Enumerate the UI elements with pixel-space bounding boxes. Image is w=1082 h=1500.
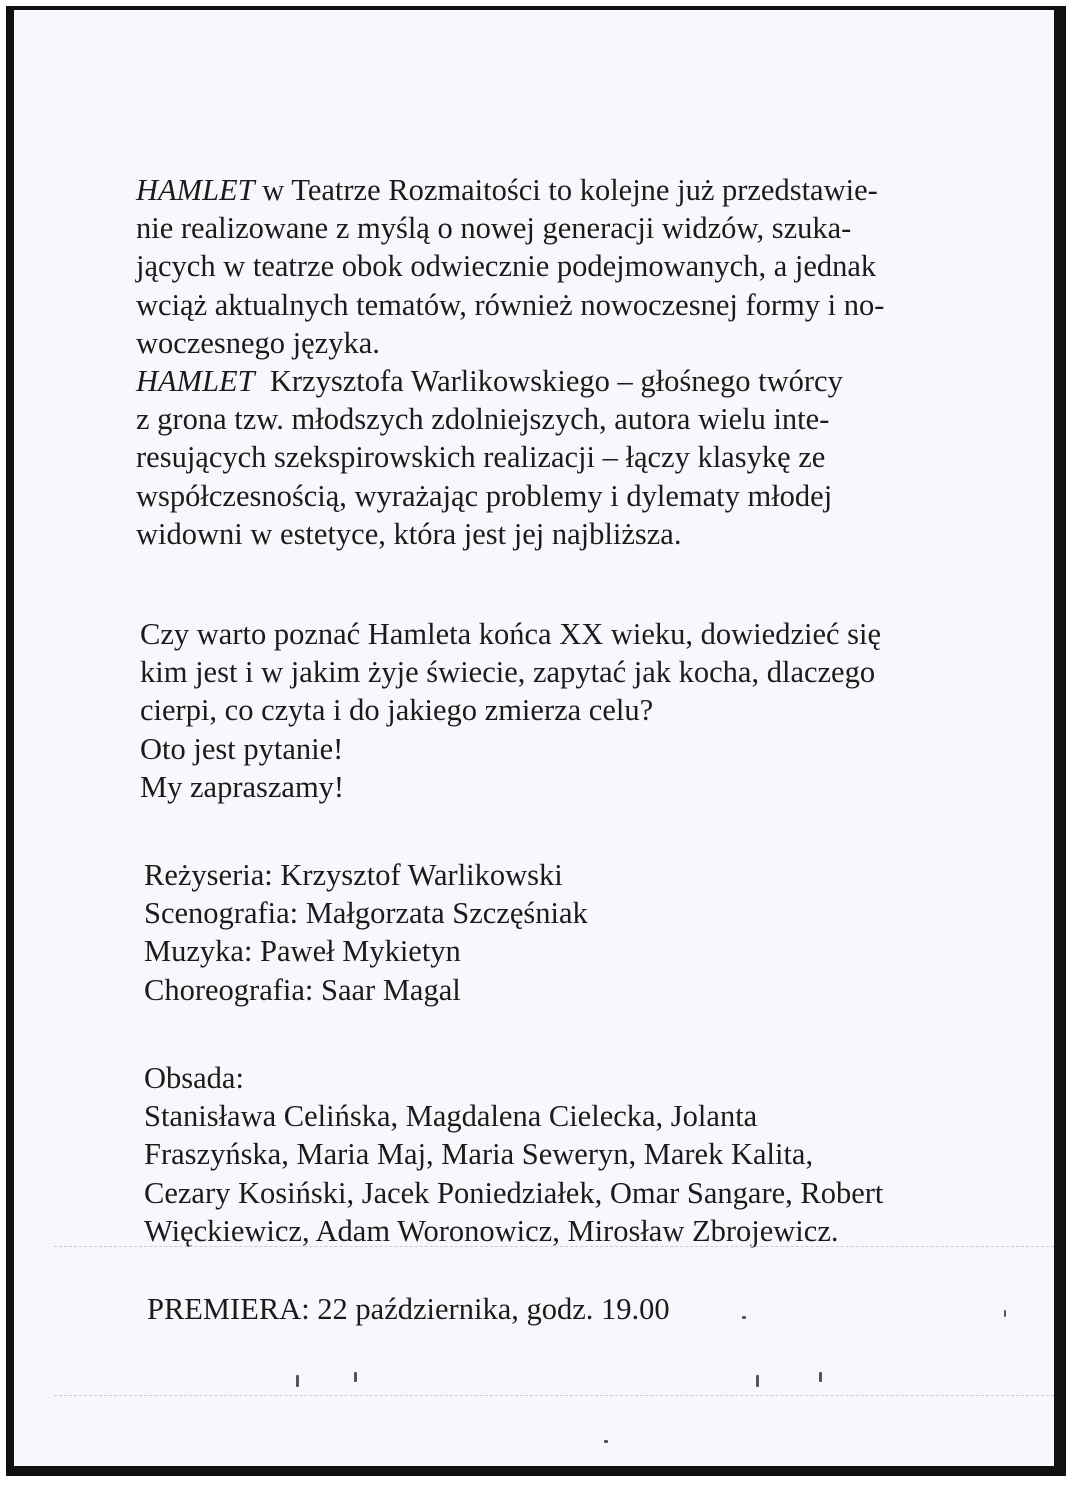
premiere-date: PREMIERA: 22 października, godz. 19.00 <box>147 1292 670 1326</box>
question-line-3: cierpi, co czyta i do jakiego zmierza celu? <box>140 693 654 728</box>
cast-line-3: Cezary Kosiński, Jacek Poniedziałek, Omar Sangare, Robert <box>144 1175 884 1210</box>
intro-line-10: widowni w estetyce, która jest jej najbliższa. <box>136 516 682 551</box>
scan-artifact-line <box>54 1246 1054 1247</box>
intro-paragraph <box>136 171 996 553</box>
title-hamlet: HAMLET <box>136 173 255 207</box>
intro-line-1: HAMLET w Teatrze Rozmaitości to kolejne już przedstawie- <box>136 173 878 207</box>
intro-line-5: woczesnego języka. <box>136 325 380 360</box>
intro-line-9: współczesnością, wyrażając problemy i dylematy młodej <box>136 478 833 513</box>
question-line-1: Czy warto poznać Hamleta końca XX wieku, dowiedzieć się <box>140 617 882 651</box>
intro-line-7: z grona tzw. młodszych zdolniejszych, autora wielu inte- <box>136 402 830 437</box>
scan-speck <box>1004 1310 1006 1317</box>
scan-speck <box>354 1372 357 1382</box>
cast-line-4: Więckiewicz, Adam Woronowicz, Mirosław Zbrojewicz. <box>144 1213 839 1248</box>
credit-music: Muzyka: Paweł Mykietyn <box>144 934 461 969</box>
intro-line-2: nie realizowane z myślą o nowej generacji widzów, szuka- <box>136 211 852 246</box>
premiere-line <box>147 1290 1007 1328</box>
credit-direction: Reżyseria: Krzysztof Warlikowski <box>144 858 563 892</box>
intro-line-3: jących w teatrze obok odwiecznie podejmowanych, a jednak <box>136 249 877 284</box>
intro-line-8: resujących szekspirowskich realizacji – łączy klasykę ze <box>136 440 826 475</box>
scan-speck <box>756 1375 759 1387</box>
question-line-2: kim jest i w jakim żyje świecie, zapytać jak kocha, dlaczego <box>140 655 876 690</box>
credits-list <box>144 856 1004 1009</box>
question-paragraph <box>140 615 1000 806</box>
title-hamlet: HAMLET <box>136 364 255 399</box>
cast-section <box>144 1059 1004 1250</box>
scan-speck <box>742 1316 746 1319</box>
scanned-page <box>6 6 1066 1476</box>
question-line-4: Oto jest pytanie! <box>140 731 344 766</box>
question-line-5: My zapraszamy! <box>140 769 345 804</box>
intro-line-6: HAMLET Krzysztofa Warlikowskiego – głośnego twórcy <box>136 364 843 399</box>
credit-choreography: Choreografia: Saar Magal <box>144 972 461 1007</box>
scan-speck <box>819 1372 822 1382</box>
credit-scenography: Scenografia: Małgorzata Szczęśniak <box>144 896 588 931</box>
intro-line-4: wciąż aktualnych tematów, również nowoczesnej formy i no- <box>136 287 885 322</box>
cast-line-2: Fraszyńska, Maria Maj, Maria Seweryn, Marek Kalita, <box>144 1137 814 1172</box>
scan-speck <box>604 1440 608 1443</box>
scan-speck <box>296 1375 299 1387</box>
cast-heading: Obsada: <box>144 1061 244 1095</box>
cast-line-1: Stanisława Celińska, Magdalena Cielecka, Jolanta <box>144 1099 758 1134</box>
scan-artifact-line <box>54 1395 1054 1396</box>
